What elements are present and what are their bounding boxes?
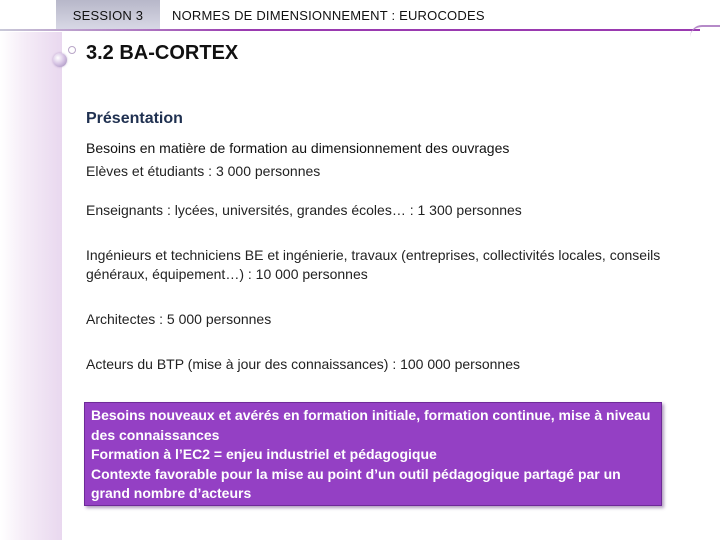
list-item-btp-actors: Acteurs du BTP (mise à jour des connaissances) : 100 000 personnes [86, 356, 520, 372]
list-item-engineers: Ingénieurs et techniciens BE et ingénierie, travaux (entreprises, collectivités locales, conseils généraux, équipement…) : 10 000 personnes [86, 247, 661, 282]
header-divider [0, 29, 700, 31]
slide-title: 3.2 BA-CORTEX [86, 42, 239, 64]
list-item-students: Elèves et étudiants : 3 000 personnes [86, 163, 321, 179]
section-heading: Présentation [86, 110, 183, 127]
session-label-box [56, 0, 160, 30]
callout-line-training: Formation à l’EC2 = enjeu industriel et pédagogique [91, 446, 437, 462]
session-label: SESSION 3 [72, 7, 144, 23]
highlight-callout-box [84, 402, 662, 506]
decorative-circle-icon [68, 46, 76, 54]
callout-line-needs: Besoins nouveaux et avérés en formation initiale, formation continue, mise à niveau des connaissances [91, 407, 651, 443]
needs-heading: Besoins en matière de formation au dimensionnement des ouvrages [86, 140, 510, 156]
list-item-architects: Architectes : 5 000 personnes [86, 311, 272, 327]
slide-header [0, 0, 720, 32]
callout-line-context: Contexte favorable pour la mise au point d’un outil pédagogique partagé par un grand nombre d’acteurs [91, 465, 621, 501]
slide-body [86, 110, 706, 400]
header-divider-curve [690, 25, 720, 39]
list-item-teachers: Enseignants : lycées, universités, grandes écoles… : 1 300 personnes [86, 202, 522, 218]
bullet-orb-icon [53, 53, 67, 67]
header-title: NORMES DE DIMENSIONNEMENT : EUROCODES [172, 8, 485, 23]
left-decorative-strip [0, 32, 62, 540]
